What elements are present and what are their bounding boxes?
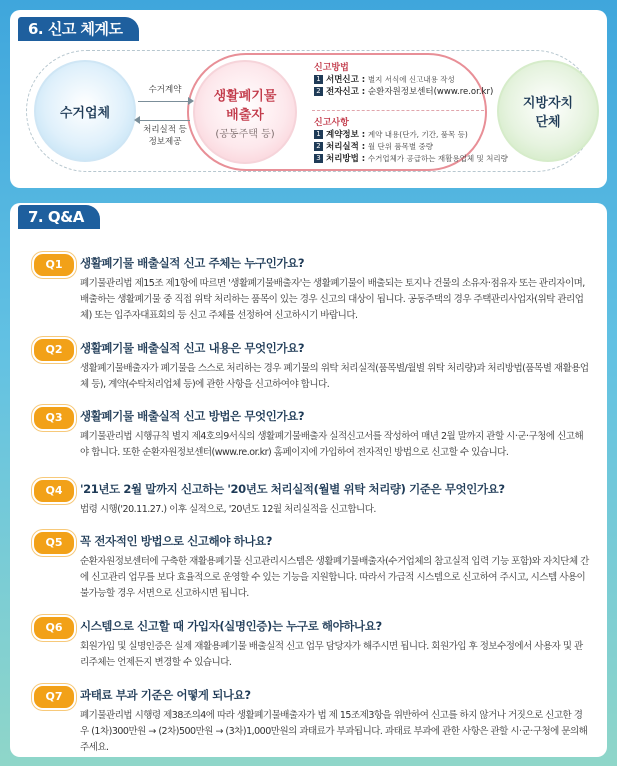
answer-text: 순환자원정보센터에 구축한 재활용폐기물 신고관리시스템은 생활폐기물배출자(수거업체의 참고실적 입력 기능 포함)와 자치단체 간에 신고관리 업무를 보다 효율적으로 운영할 수 있는 기능을 지원합니다. 따라서 가급적 시스템으로 신고하여 주시고, 시스템 사용이 불가능할 경우 서면으로 신고하시면 됩니다. bbox=[80, 556, 589, 599]
flow-label-info bbox=[138, 124, 192, 148]
question-text: 과태료 부과 기준은 어떻게 되나요? bbox=[80, 688, 251, 702]
report-items bbox=[314, 117, 508, 165]
gov-label-2: 단체 bbox=[535, 115, 561, 130]
question-badge: Q5 bbox=[32, 530, 76, 556]
section-6-title: 6. 신고 체계도 bbox=[18, 17, 139, 41]
question-badge: Q1 bbox=[32, 252, 76, 278]
flow-info-text-1: 처리실적 등 bbox=[143, 125, 187, 135]
collector-label: 수거업체 bbox=[59, 105, 111, 121]
question-text: 꼭 전자적인 방법으로 신고해야 하나요? bbox=[80, 534, 273, 548]
answer-text: 폐기물관리법 제15조 제1항에 따르면 '생활폐기물배출자'는 생활폐기물이 배출되는 토지나 건물의 소유자·점유자 또는 관리자이며, 배출하는 생활폐기물 중 직접 위탁 처리하는 품목이 있는 경우 신고의 대상이 됩니다. 공동주택의 경우 주택관리사업자(위탁 관리업체) 또는 입주자대표회의 등 신고 주체를 선정하여 신고하시기 바랍니다. bbox=[80, 278, 585, 321]
question-text: 생활폐기물 배출실적 신고 주체는 누구인가요? bbox=[80, 256, 305, 270]
flow-contract-text: 수거계약 bbox=[148, 85, 182, 95]
report-methods bbox=[314, 62, 493, 98]
answer-text: 생활폐기물배출자가 폐기물을 스스로 처리하는 경우 폐기물의 위탁 처리실적(품목별/월별 위탁 처리량)과 처리방법(품목별 재활용업체 등), 계약(수탁처리업체 등)에 관한 사항을 신고하여야 합니다. bbox=[80, 363, 589, 390]
collector-circle bbox=[34, 60, 136, 162]
method-item: 2 전자신고 : 순환자원정보센터(www.re.or.kr) bbox=[314, 86, 493, 98]
local-government-circle bbox=[497, 60, 599, 162]
question-text: '21년도 2월 말까지 신고하는 '20년도 처리실적(월별 위탁 처리량) 기준은 무엇인가요? bbox=[80, 482, 505, 496]
arrow-info bbox=[138, 120, 190, 121]
question-badge: Q7 bbox=[32, 684, 76, 710]
methods-heading: 신고방법 bbox=[314, 63, 349, 73]
report-item: 1 계약정보 : 계약 내용(단가, 기간, 품목 등) bbox=[314, 129, 508, 141]
question-badge: Q4 bbox=[32, 478, 76, 504]
question-badge: Q2 bbox=[32, 337, 76, 363]
report-item: 3 처리방법 : 수거업체가 공급하는 재활용업체 및 처리량 bbox=[314, 153, 508, 165]
question-text: 시스템으로 신고할 때 가입자(실명인증)는 누구로 해야하나요? bbox=[80, 619, 382, 633]
answer-text: 회원가입 및 실명인증은 실제 재활용폐기물 배출실적 신고 업무 담당자가 해주시면 됩니다. 회원가입 후 정보수정에서 사용자 및 관리주체는 언제든지 변경할 수 있습니다. bbox=[80, 641, 583, 668]
answer-text: 법령 시행('20.11.27.) 이후 실적으로, '20년도 12월 처리실적을 신고합니다. bbox=[80, 504, 376, 515]
question-badge: Q3 bbox=[32, 405, 76, 431]
flow-label-contract bbox=[138, 84, 192, 96]
generator-subtitle: (공동주택 등) bbox=[215, 128, 275, 140]
flow-info-text-2: 정보제공 bbox=[148, 137, 182, 147]
generator-circle bbox=[193, 60, 297, 164]
answer-text: 폐기물관리법 시행규칙 별지 제4호의9서식의 생활폐기물배출자 실적신고서를 작성하여 매년 2월 말까지 관할 시·군·구청에 신고해야 합니다. 또한 순환자원정보센터(www.re.or.kr) 홈페이지에 가입하여 전자적인 방법으로 신고할 수 있습니다. bbox=[80, 431, 584, 458]
gov-label-1: 지방자치 bbox=[522, 96, 574, 111]
method-item: 1 서면신고 : 별지 서식에 신고내용 작성 bbox=[314, 74, 493, 86]
section-7-title: 7. Q&A bbox=[18, 205, 100, 229]
generator-title-1: 생활폐기물 bbox=[213, 88, 277, 104]
generator-title-2: 배출자 bbox=[226, 107, 264, 123]
question-text: 생활폐기물 배출실적 신고 내용은 무엇인가요? bbox=[80, 341, 305, 355]
question-text: 생활폐기물 배출실적 신고 방법은 무엇인가요? bbox=[80, 409, 305, 423]
arrow-left-icon bbox=[134, 116, 140, 124]
answer-text: 폐기물관리법 시행령 제38조의4에 따라 생활폐기물배출자가 법 제 15조제3항을 위반하여 신고를 하지 않거나 거짓으로 신고한 경우 (1차)300만원 → (2차)500만원 → (3차)1,000만원의 과태료가 부과됩니다. 과태료 부과에 관한 사항은 관할 시·군·구청에 문의해주세요. bbox=[80, 710, 588, 753]
info-divider bbox=[312, 110, 484, 111]
arrow-contract bbox=[138, 101, 190, 102]
question-badge: Q6 bbox=[32, 615, 76, 641]
items-heading: 신고사항 bbox=[314, 118, 349, 128]
report-item: 2 처리실적 : 월 단위 품목별 중량 bbox=[314, 141, 508, 153]
